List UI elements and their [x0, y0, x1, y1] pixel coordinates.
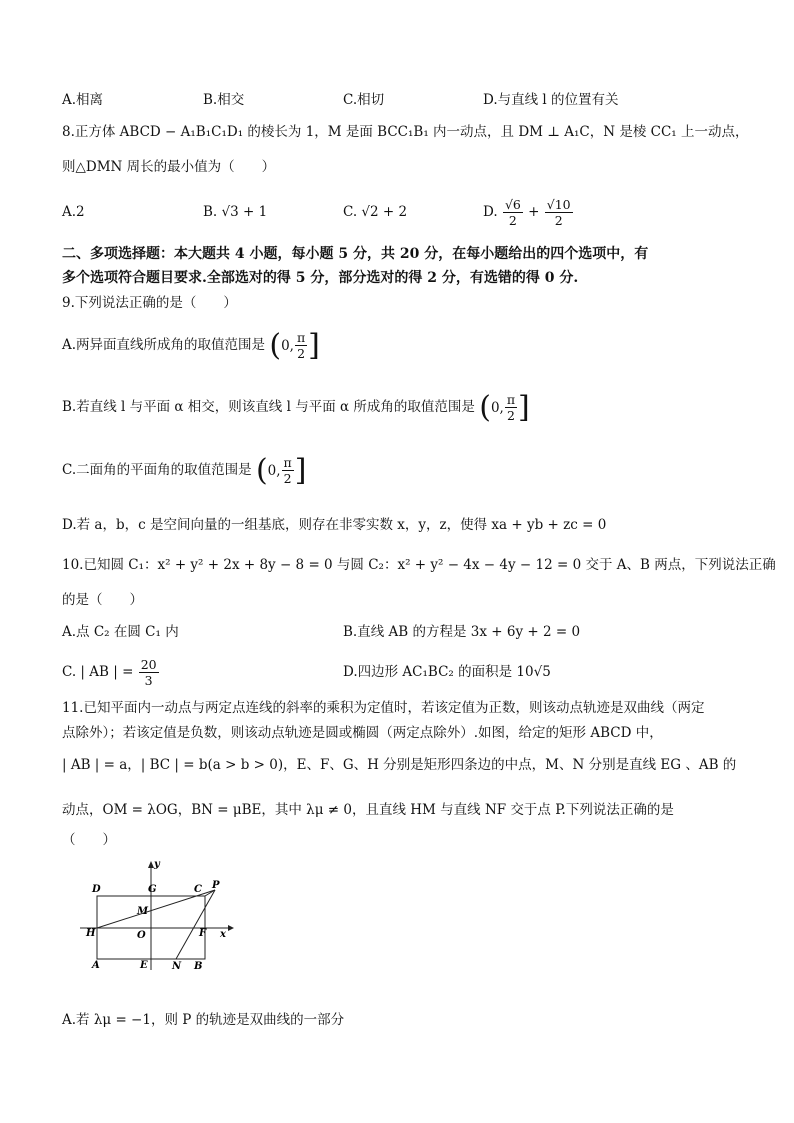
q8-stem-line1: 8.正方体 ABCD − A₁B₁C₁D₁ 的棱长为 1，M 是面 BCC₁B₁ 内一动点，且 DM ⊥ A₁C，N 是棱 CC₁ 上一动点， — [62, 124, 749, 140]
label-y: y — [154, 859, 160, 870]
q11-stem-line3: | AB | = a，| BC | = b(a > b > 0)，E、F、G、H 分别是矩形四条边的中点，M、N 分别是直线 EG 、AB 的 — [62, 757, 737, 773]
section2-heading-line1: 二、多项选择题：本大题共 4 小题，每小题 5 分，共 20 分，在每小题给出的四个选项中，有 — [62, 246, 649, 262]
q9-option-c — [62, 449, 306, 492]
q9-option-c-right-bracket: ] — [294, 452, 307, 488]
q11-stem-line4: 动点，OM = λOG，BN = μBE，其中 λμ ≠ 0，且直线 HM 与直线 NF 交于点 P.下列说法正确的是 — [62, 802, 674, 818]
q8-option-d-frac1 — [503, 197, 523, 228]
q8-option-b: B. √3 + 1 — [203, 204, 268, 220]
q9-option-a — [62, 324, 320, 367]
label-c: C — [194, 884, 202, 895]
q9-stem: 9.下列说法正确的是（ ） — [62, 295, 237, 311]
q9-option-c-text: C.二面角的平面角的取值范围是 — [62, 462, 252, 478]
q9-option-a-pi: π — [296, 330, 306, 345]
label-e: E — [140, 960, 148, 971]
q10-option-c-prefix: C. | AB | = — [62, 664, 134, 680]
label-h: H — [86, 928, 96, 939]
q10-option-d: D.四边形 AC₁BC₂ 的面积是 10√5 — [343, 664, 551, 680]
label-n: N — [172, 961, 182, 972]
q10-stem-line2: 的是（ ） — [62, 592, 143, 608]
q8-option-d-prefix: D. — [483, 204, 498, 220]
label-a: A — [92, 960, 100, 971]
q8-stem-line2: 则△DMN 周长的最小值为（ ） — [62, 159, 276, 175]
label-g: G — [148, 884, 157, 895]
label-o: O — [137, 930, 146, 941]
q8-option-d-frac2-num: √10 — [546, 197, 571, 212]
q9-option-b-pi: π — [506, 392, 516, 407]
q9-option-b-pi-half — [505, 392, 517, 423]
x-axis-arrow — [228, 925, 234, 931]
q8-option-d-frac2-den: 2 — [554, 213, 563, 228]
q10-option-b: B.直线 AB 的方程是 3x + 6y + 2 = 0 — [343, 624, 581, 640]
q9-option-b-interval — [479, 387, 530, 429]
q9-option-b-two: 2 — [506, 408, 515, 423]
label-p: P — [212, 880, 220, 891]
q8-option-d — [483, 192, 574, 232]
q8-option-d-frac1-den: 2 — [508, 213, 517, 228]
q7-option-c: C.相切 — [343, 92, 385, 108]
label-f: F — [199, 928, 207, 939]
q11-stem-line1: 11.已知平面内一动点与两定点连线的斜率的乘积为定值时，若该定值为正数，则该动点轨迹是双曲线（两定 — [62, 700, 705, 716]
q7-option-a: A.相离 — [62, 92, 104, 108]
q9-option-a-left-bracket: ( — [269, 327, 282, 363]
label-x: x — [220, 929, 226, 940]
q9-option-c-pi: π — [283, 455, 292, 470]
q9-option-a-right-bracket: ] — [308, 327, 320, 363]
q9-option-a-two: 2 — [297, 346, 306, 361]
q9-option-b-left-bracket: ( — [479, 389, 491, 425]
q9-option-c-two: 2 — [283, 471, 292, 486]
q8-option-d-plus: + — [528, 204, 540, 220]
q10-option-c-num: 20 — [140, 657, 157, 672]
q9-option-a-text: A.两异面直线所成角的取值范围是 — [62, 337, 266, 353]
q9-option-c-pi-half — [282, 455, 294, 486]
q10-option-a: A.点 C₂ 在圆 C₁ 内 — [62, 624, 179, 640]
q7-option-d: D.与直线 l 的位置有关 — [483, 92, 619, 108]
q10-option-c — [62, 652, 160, 692]
q9-option-b — [62, 386, 530, 429]
q11-stem-line2: 点除外）；若该定值是负数，则该动点轨迹是圆或椭圆（两定点除外）.如图，给定的矩形 ABCD 中， — [62, 725, 663, 741]
label-m: M — [137, 906, 149, 917]
q9-option-c-left-bracket: ( — [255, 452, 268, 488]
q11-option-a: A.若 λμ = −1，则 P 的轨迹是双曲线的一部分 — [62, 1012, 345, 1028]
q9-option-a-pi-half — [295, 330, 307, 361]
label-b: B — [194, 961, 203, 972]
q9-option-a-interval — [269, 325, 320, 367]
q9-option-a-zero: 0, — [281, 337, 294, 354]
label-d: D — [92, 884, 101, 895]
q10-stem-line1: 10.已知圆 C₁：x² + y² + 2x + 8y − 8 = 0 与圆 C₂：x² + y² − 4x − 4y − 12 = 0 交于 A、B 两点，下列说法正确 — [62, 557, 776, 573]
q11-stem-line5: （ ） — [62, 832, 116, 848]
q10-option-c-den: 3 — [144, 673, 153, 688]
q9-option-d: D.若 a，b，c 是空间向量的一组基底，则存在非零实数 x，y，z，使得 xa + yb + zc = 0 — [62, 517, 607, 533]
q8-option-d-frac1-num: √6 — [504, 197, 521, 212]
q10-option-c-frac — [139, 657, 159, 688]
q8-option-c: C. √2 + 2 — [343, 204, 408, 220]
q9-option-b-text: B.若直线 l 与平面 α 相交，则该直线 l 与平面 α 所成角的取值范围是 — [62, 399, 475, 415]
q9-option-b-zero: 0, — [490, 399, 504, 416]
q7-option-b: B.相交 — [203, 92, 245, 108]
q8-option-d-frac2 — [545, 197, 573, 228]
q8-option-a: A.2 — [62, 204, 85, 220]
section2-heading-line2: 多个选项符合题目要求.全部选对的得 5 分，部分选对的得 2 分，有选错的得 0 分. — [62, 270, 579, 286]
q9-option-b-right-bracket: ] — [518, 389, 530, 425]
q11-rectangle-figure — [80, 858, 240, 974]
q9-option-c-interval — [256, 450, 307, 492]
q9-option-c-zero: 0, — [267, 462, 281, 479]
